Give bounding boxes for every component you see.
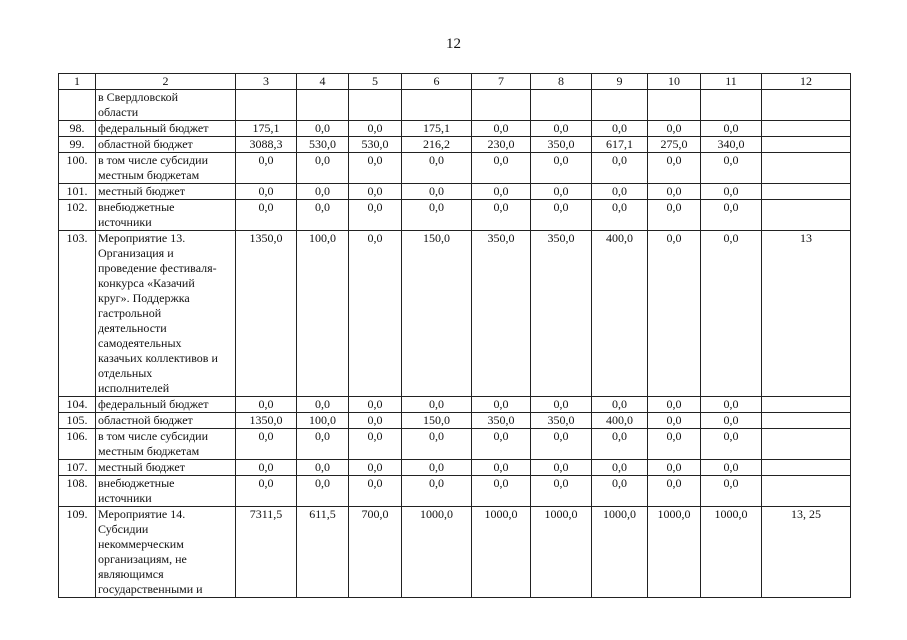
value-cell: 0,0 — [648, 153, 701, 184]
row-name: федеральный бюджет — [96, 121, 236, 137]
value-cell: 0,0 — [297, 460, 349, 476]
value-cell: 0,0 — [701, 413, 762, 429]
row-number: 98. — [59, 121, 96, 137]
value-cell: 0,0 — [349, 397, 402, 413]
target-ref: 13 — [762, 231, 851, 397]
page-number: 12 — [446, 36, 461, 52]
value-cell — [236, 90, 297, 121]
value-cell: 0,0 — [472, 121, 531, 137]
value-cell: 530,0 — [349, 137, 402, 153]
value-cell: 0,0 — [648, 200, 701, 231]
row-name: Мероприятие 13. Организация и проведение фестиваля- конкурса «Казачий круг». Поддержка гастрольной деятельности самодеятельных казачьих коллективов и отдельных исполнителей — [96, 231, 236, 397]
value-cell: 175,1 — [402, 121, 472, 137]
value-cell: 0,0 — [531, 476, 592, 507]
value-cell: 350,0 — [472, 231, 531, 397]
header-cell: 5 — [349, 74, 402, 90]
value-cell: 150,0 — [402, 413, 472, 429]
value-cell: 0,0 — [297, 184, 349, 200]
value-cell: 0,0 — [236, 153, 297, 184]
row-number: 107. — [59, 460, 96, 476]
value-cell: 0,0 — [531, 121, 592, 137]
value-cell: 0,0 — [402, 476, 472, 507]
value-cell: 340,0 — [701, 137, 762, 153]
target-ref — [762, 121, 851, 137]
target-ref — [762, 429, 851, 460]
row-name: внебюджетные источники — [96, 200, 236, 231]
value-cell: 617,1 — [592, 137, 648, 153]
value-cell: 0,0 — [648, 231, 701, 397]
row-number: 106. — [59, 429, 96, 460]
row-name: в том числе субсидии местным бюджетам — [96, 153, 236, 184]
value-cell: 0,0 — [472, 184, 531, 200]
value-cell: 0,0 — [349, 200, 402, 231]
value-cell: 0,0 — [472, 397, 531, 413]
value-cell: 230,0 — [472, 137, 531, 153]
value-cell: 0,0 — [648, 397, 701, 413]
target-ref — [762, 476, 851, 507]
header-cell: 3 — [236, 74, 297, 90]
header-row — [59, 74, 851, 90]
row-name: областной бюджет — [96, 137, 236, 153]
row-name: областной бюджет — [96, 413, 236, 429]
table-row — [59, 200, 851, 231]
value-cell: 0,0 — [648, 121, 701, 137]
row-number: 104. — [59, 397, 96, 413]
value-cell: 0,0 — [531, 460, 592, 476]
value-cell: 0,0 — [592, 184, 648, 200]
value-cell: 0,0 — [236, 460, 297, 476]
value-cell: 1000,0 — [701, 507, 762, 598]
row-name: в том числе субсидии местным бюджетам — [96, 429, 236, 460]
header-cell: 2 — [96, 74, 236, 90]
target-ref — [762, 200, 851, 231]
header-cell: 6 — [402, 74, 472, 90]
target-ref — [762, 397, 851, 413]
value-cell: 0,0 — [297, 397, 349, 413]
value-cell — [531, 90, 592, 121]
value-cell: 216,2 — [402, 137, 472, 153]
value-cell: 0,0 — [402, 429, 472, 460]
row-number: 108. — [59, 476, 96, 507]
value-cell: 0,0 — [297, 429, 349, 460]
value-cell: 0,0 — [701, 200, 762, 231]
row-number: 102. — [59, 200, 96, 231]
target-ref — [762, 460, 851, 476]
value-cell: 0,0 — [592, 476, 648, 507]
table-row — [59, 184, 851, 200]
value-cell: 0,0 — [297, 121, 349, 137]
header-cell: 9 — [592, 74, 648, 90]
value-cell: 0,0 — [349, 476, 402, 507]
value-cell: 0,0 — [349, 153, 402, 184]
value-cell: 0,0 — [701, 153, 762, 184]
value-cell: 0,0 — [701, 460, 762, 476]
table-row — [59, 507, 851, 598]
value-cell: 400,0 — [592, 231, 648, 397]
row-number: 103. — [59, 231, 96, 397]
value-cell: 350,0 — [472, 413, 531, 429]
value-cell: 0,0 — [472, 200, 531, 231]
header-cell: 10 — [648, 74, 701, 90]
header-cell: 8 — [531, 74, 592, 90]
target-ref: 13, 25 — [762, 507, 851, 598]
value-cell: 350,0 — [531, 137, 592, 153]
value-cell: 0,0 — [297, 476, 349, 507]
table-row — [59, 137, 851, 153]
value-cell: 0,0 — [402, 460, 472, 476]
row-name: внебюджетные источники — [96, 476, 236, 507]
value-cell: 1000,0 — [402, 507, 472, 598]
value-cell: 0,0 — [701, 476, 762, 507]
row-number — [59, 90, 96, 121]
value-cell: 100,0 — [297, 231, 349, 397]
value-cell — [402, 90, 472, 121]
header-cell: 7 — [472, 74, 531, 90]
value-cell: 0,0 — [236, 476, 297, 507]
value-cell: 0,0 — [349, 460, 402, 476]
value-cell: 0,0 — [349, 231, 402, 397]
value-cell: 0,0 — [236, 184, 297, 200]
value-cell: 0,0 — [592, 153, 648, 184]
table-row — [59, 476, 851, 507]
value-cell: 0,0 — [402, 397, 472, 413]
value-cell: 0,0 — [531, 153, 592, 184]
value-cell: 150,0 — [402, 231, 472, 397]
header-cell: 11 — [701, 74, 762, 90]
value-cell: 0,0 — [236, 429, 297, 460]
value-cell: 0,0 — [297, 200, 349, 231]
table-row — [59, 413, 851, 429]
value-cell — [349, 90, 402, 121]
value-cell: 0,0 — [349, 121, 402, 137]
target-ref — [762, 153, 851, 184]
target-ref — [762, 137, 851, 153]
value-cell: 0,0 — [701, 397, 762, 413]
value-cell: 0,0 — [592, 429, 648, 460]
value-cell: 0,0 — [592, 121, 648, 137]
row-name: местный бюджет — [96, 184, 236, 200]
table-row — [59, 397, 851, 413]
row-name: местный бюджет — [96, 460, 236, 476]
value-cell: 0,0 — [472, 429, 531, 460]
row-number: 101. — [59, 184, 96, 200]
value-cell: 0,0 — [472, 460, 531, 476]
value-cell: 0,0 — [592, 397, 648, 413]
value-cell: 0,0 — [531, 200, 592, 231]
value-cell: 350,0 — [531, 413, 592, 429]
value-cell: 0,0 — [701, 231, 762, 397]
target-ref — [762, 413, 851, 429]
row-number: 105. — [59, 413, 96, 429]
value-cell: 100,0 — [297, 413, 349, 429]
value-cell: 0,0 — [472, 476, 531, 507]
value-cell: 0,0 — [236, 200, 297, 231]
row-name: федеральный бюджет — [96, 397, 236, 413]
table-row — [59, 231, 851, 397]
value-cell: 0,0 — [701, 184, 762, 200]
row-number: 99. — [59, 137, 96, 153]
value-cell: 0,0 — [648, 476, 701, 507]
value-cell: 1000,0 — [472, 507, 531, 598]
value-cell: 350,0 — [531, 231, 592, 397]
value-cell: 0,0 — [236, 397, 297, 413]
value-cell — [472, 90, 531, 121]
value-cell: 0,0 — [648, 184, 701, 200]
value-cell: 1000,0 — [592, 507, 648, 598]
value-cell: 3088,3 — [236, 137, 297, 153]
value-cell: 0,0 — [472, 153, 531, 184]
value-cell: 0,0 — [701, 429, 762, 460]
value-cell: 1350,0 — [236, 413, 297, 429]
value-cell: 530,0 — [297, 137, 349, 153]
table-row — [59, 460, 851, 476]
value-cell: 611,5 — [297, 507, 349, 598]
target-ref — [762, 90, 851, 121]
header-cell: 1 — [59, 74, 96, 90]
value-cell: 1000,0 — [648, 507, 701, 598]
value-cell: 0,0 — [349, 429, 402, 460]
value-cell: 0,0 — [648, 413, 701, 429]
value-cell: 0,0 — [349, 413, 402, 429]
value-cell: 0,0 — [592, 200, 648, 231]
table-row — [59, 90, 851, 121]
row-number: 100. — [59, 153, 96, 184]
value-cell: 175,1 — [236, 121, 297, 137]
value-cell — [592, 90, 648, 121]
value-cell: 0,0 — [297, 153, 349, 184]
value-cell: 0,0 — [531, 429, 592, 460]
value-cell: 0,0 — [531, 397, 592, 413]
value-cell: 0,0 — [402, 153, 472, 184]
value-cell: 0,0 — [531, 184, 592, 200]
value-cell: 0,0 — [402, 184, 472, 200]
value-cell: 0,0 — [648, 460, 701, 476]
budget-table — [58, 73, 851, 598]
value-cell: 0,0 — [402, 200, 472, 231]
row-name: в Свердловской области — [96, 90, 236, 121]
header-cell: 4 — [297, 74, 349, 90]
value-cell: 7311,5 — [236, 507, 297, 598]
value-cell — [648, 90, 701, 121]
value-cell: 1000,0 — [531, 507, 592, 598]
value-cell: 1350,0 — [236, 231, 297, 397]
value-cell: 0,0 — [701, 121, 762, 137]
header-cell: 12 — [762, 74, 851, 90]
value-cell: 0,0 — [648, 429, 701, 460]
value-cell — [701, 90, 762, 121]
value-cell: 0,0 — [592, 460, 648, 476]
row-number: 109. — [59, 507, 96, 598]
value-cell: 700,0 — [349, 507, 402, 598]
value-cell: 400,0 — [592, 413, 648, 429]
table-row — [59, 153, 851, 184]
target-ref — [762, 184, 851, 200]
value-cell: 0,0 — [349, 184, 402, 200]
row-name: Мероприятие 14. Субсидии некоммерческим организациям, не являющимся государственными и — [96, 507, 236, 598]
value-cell: 275,0 — [648, 137, 701, 153]
table-row — [59, 429, 851, 460]
table-row — [59, 121, 851, 137]
value-cell — [297, 90, 349, 121]
